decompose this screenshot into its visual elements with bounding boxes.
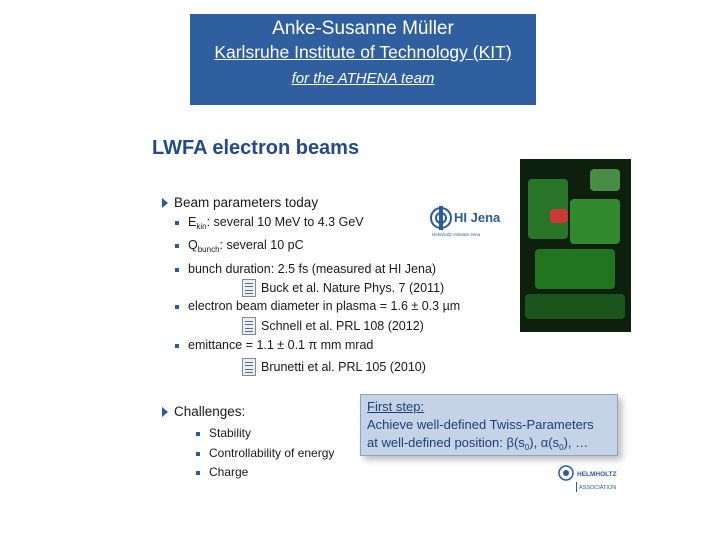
document-icon — [242, 317, 256, 335]
ekin-line: $E_{kin}$: several 10 MeV to 4.3 GeV — [175, 215, 364, 231]
first-step-title: First step: — [367, 399, 425, 414]
lab-photo — [520, 159, 631, 332]
document-icon — [242, 358, 256, 376]
hi-jena-sublabel: Helmholtz Institute Jena — [432, 232, 481, 237]
author-name: Anke-Susanne Müller — [272, 18, 454, 39]
duration-line: bunch duration: 2.5 fs (measured at HI Jena) — [175, 262, 436, 276]
header-box — [190, 14, 536, 105]
team-name: for the ATHENA team — [291, 70, 435, 87]
challenges-heading: Challenges: — [162, 404, 245, 419]
reference-brunetti: Brunetti et al. PRL 105 (2010) — [261, 360, 426, 374]
challenge-item: Charge — [196, 465, 248, 479]
square-bullet-icon — [175, 268, 179, 272]
reference-buck: Buck et al. Nature Phys. 7 (2011) — [261, 281, 445, 295]
document-icon — [242, 279, 256, 297]
challenge-item: Controllability of energy — [196, 446, 334, 460]
arrow-bullet-icon — [162, 198, 168, 208]
arrow-bullet-icon — [162, 407, 168, 417]
challenge-item: Stability — [196, 426, 251, 440]
helmholtz-label: HELMHOLTZ — [577, 471, 617, 478]
reference-schnell: Schnell et al. PRL 108 (2012) — [261, 319, 424, 333]
square-bullet-icon — [175, 244, 179, 248]
helmholtz-sublabel: ASSOCIATION — [579, 485, 617, 491]
helmholtz-association-logo — [557, 465, 637, 493]
square-bullet-icon — [196, 452, 200, 456]
institute-name: Karlsruhe Institute of Technology (KIT) — [214, 42, 512, 62]
square-bullet-icon — [175, 221, 179, 225]
hi-jena-label: HI Jena — [454, 210, 501, 225]
first-step-line1: Achieve well-defined Twiss-Parameters — [367, 417, 594, 432]
emittance-line: emittance = 1.1 ± 0.1 π mm mrad — [175, 338, 373, 352]
hi-jena-logo — [430, 205, 502, 239]
beam-parameters-heading: Beam parameters today — [162, 195, 318, 210]
slide-title: LWFA electron beams — [152, 137, 360, 159]
first-step-line2: at well-defined position: $\beta(s_0)$, $\alpha(s_0)$, … — [367, 435, 589, 452]
square-bullet-icon — [196, 471, 200, 475]
square-bullet-icon — [175, 305, 179, 309]
first-step-box — [360, 394, 618, 456]
diameter-line: electron beam diameter in plasma = 1.6 ± 0.3 µm — [175, 299, 460, 313]
square-bullet-icon — [175, 344, 179, 348]
square-bullet-icon — [196, 432, 200, 436]
qbunch-line: $Q_{bunch}$: several 10 pC — [175, 238, 304, 254]
